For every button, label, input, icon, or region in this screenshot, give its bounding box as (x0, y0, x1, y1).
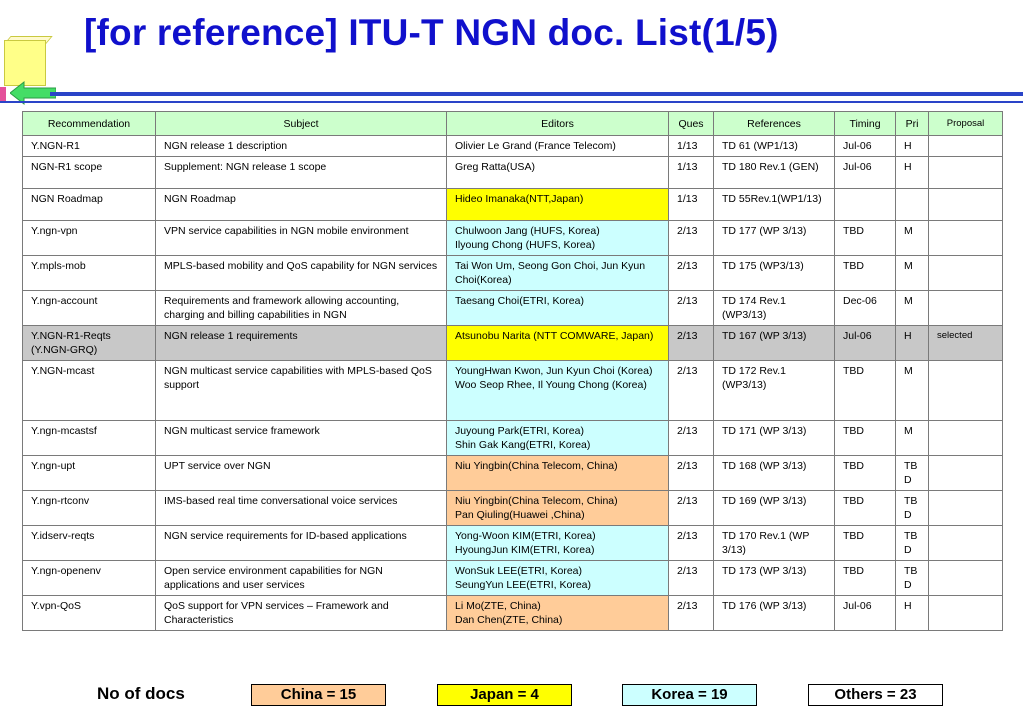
cell-subject: NGN release 1 description (156, 136, 447, 157)
editor-name: HyoungJun KIM(ETRI, Korea) (455, 544, 595, 556)
editor-name: Li Mo(ZTE, China) (455, 600, 541, 612)
table-row (23, 456, 1003, 491)
cell-pri: TB D (896, 526, 929, 561)
cell-pri (896, 189, 929, 221)
editor-name: Juyoung Park(ETRI, Korea) (455, 425, 584, 437)
cell-timing: Dec-06 (835, 291, 896, 326)
cell-proposal (929, 291, 1003, 326)
cell-pri: TB D (896, 456, 929, 491)
table-row (23, 136, 1003, 157)
cell-pri: TB D (896, 561, 929, 596)
cell-ques: 1/13 (669, 189, 714, 221)
cell-editors (447, 491, 669, 526)
editor-name: Taesang Choi(ETRI, Korea) (455, 295, 584, 307)
cell-editors (447, 291, 669, 326)
cell-subject: NGN release 1 requirements (156, 326, 447, 361)
table-row (23, 157, 1003, 189)
cell-timing: TBD (835, 361, 896, 421)
cell-timing: TBD (835, 561, 896, 596)
cell-ques: 2/13 (669, 221, 714, 256)
cell-ques: 1/13 (669, 136, 714, 157)
editor-name: Greg Ratta(USA) (455, 161, 535, 173)
cell-proposal (929, 561, 1003, 596)
table-row (23, 561, 1003, 596)
cell-proposal (929, 421, 1003, 456)
cell-ques: 2/13 (669, 596, 714, 631)
cell-ques: 1/13 (669, 157, 714, 189)
editor-name: Niu Yingbin(China Telecom, China) (455, 495, 618, 507)
cell-timing: TBD (835, 256, 896, 291)
cell-recommendation: Y.ngn-vpn (23, 221, 156, 256)
cell-recommendation: Y.ngn-upt (23, 456, 156, 491)
cell-recommendation: Y.ngn-account (23, 291, 156, 326)
header-ques: Ques (669, 112, 714, 136)
cell-proposal (929, 491, 1003, 526)
table-row (23, 291, 1003, 326)
editor-name: Pan Qiuling(Huawei ,China) (455, 509, 585, 521)
cell-recommendation: Y.NGN-R1 (23, 136, 156, 157)
cell-timing: Jul-06 (835, 596, 896, 631)
cell-proposal (929, 189, 1003, 221)
cell-recommendation: Y.NGN-mcast (23, 361, 156, 421)
editor-name: Hideo Imanaka(NTT,Japan) (455, 193, 584, 205)
cell-pri: M (896, 361, 929, 421)
table-row (23, 526, 1003, 561)
cell-timing: TBD (835, 456, 896, 491)
cell-subject: VPN service capabilities in NGN mobile environment (156, 221, 447, 256)
cell-proposal (929, 456, 1003, 491)
cell-timing: Jul-06 (835, 136, 896, 157)
editor-name: Niu Yingbin(China Telecom, China) (455, 460, 618, 472)
cell-timing (835, 189, 896, 221)
cell-recommendation: Y.mpls-mob (23, 256, 156, 291)
cell-proposal (929, 596, 1003, 631)
editor-name: Tai Won Um, Seong Gon Choi, Jun Kyun Choi(Korea) (455, 260, 646, 286)
editor-name: Chulwoon Jang (HUFS, Korea) (455, 225, 600, 237)
cell-recommendation: Y.ngn-mcastsf (23, 421, 156, 456)
cell-ques: 2/13 (669, 526, 714, 561)
cell-pri: M (896, 221, 929, 256)
cell-timing: TBD (835, 421, 896, 456)
table-row (23, 326, 1003, 361)
cell-pri: H (896, 136, 929, 157)
cell-references: TD 169 (WP 3/13) (714, 491, 835, 526)
cell-pri: H (896, 596, 929, 631)
cell-ques: 2/13 (669, 291, 714, 326)
editor-name: Atsunobu Narita (NTT COMWARE, Japan) (455, 330, 654, 342)
title-rule-thick (50, 92, 1023, 96)
cell-subject: IMS-based real time conversational voice services (156, 491, 447, 526)
table-header-row (23, 112, 1003, 136)
cell-recommendation: Y.vpn-QoS (23, 596, 156, 631)
editor-name: YoungHwan Kwon, Jun Kyun Choi (Korea) (455, 365, 653, 377)
header-timing: Timing (835, 112, 896, 136)
cell-editors (447, 456, 669, 491)
cell-references: TD 174 Rev.1 (WP3/13) (714, 291, 835, 326)
header-pri: Pri (896, 112, 929, 136)
editor-name: Olivier Le Grand (France Telecom) (455, 140, 616, 152)
cell-recommendation: Y.ngn-openenv (23, 561, 156, 596)
cell-recommendation: NGN Roadmap (23, 189, 156, 221)
cell-references: TD 55Rev.1(WP1/13) (714, 189, 835, 221)
cell-subject: NGN Roadmap (156, 189, 447, 221)
table-row (23, 189, 1003, 221)
editor-name: Woo Seop Rhee, Il Young Chong (Korea) (455, 379, 647, 391)
cell-references: TD 173 (WP 3/13) (714, 561, 835, 596)
cell-ques: 2/13 (669, 326, 714, 361)
cell-timing: TBD (835, 526, 896, 561)
editor-name: WonSuk LEE(ETRI, Korea) (455, 565, 583, 577)
cell-subject: NGN multicast service capabilities with MPLS-based QoS support (156, 361, 447, 421)
cell-recommendation: NGN-R1 scope (23, 157, 156, 189)
cell-subject: UPT service over NGN (156, 456, 447, 491)
cell-editors (447, 421, 669, 456)
cell-references: TD 180 Rev.1 (GEN) (714, 157, 835, 189)
editor-name: Ilyoung Chong (HUFS, Korea) (455, 239, 596, 251)
cell-references: TD 176 (WP 3/13) (714, 596, 835, 631)
cell-ques: 2/13 (669, 256, 714, 291)
cell-proposal: selected (929, 326, 1003, 361)
cell-editors (447, 136, 669, 157)
cell-pri: M (896, 256, 929, 291)
cell-proposal (929, 221, 1003, 256)
cell-timing: TBD (835, 491, 896, 526)
table-row (23, 361, 1003, 421)
cell-subject: Requirements and framework allowing accounting, charging and billing capabilities in NGN (156, 291, 447, 326)
cell-editors (447, 326, 669, 361)
cell-editors (447, 361, 669, 421)
doc-count-label: No of docs (97, 684, 185, 703)
cell-editors (447, 221, 669, 256)
cell-editors (447, 561, 669, 596)
table-row (23, 421, 1003, 456)
cell-editors (447, 526, 669, 561)
cell-references: TD 170 Rev.1 (WP 3/13) (714, 526, 835, 561)
cell-ques: 2/13 (669, 561, 714, 596)
cell-references: TD 168 (WP 3/13) (714, 456, 835, 491)
cell-subject: Open service environment capabilities for NGN applications and user services (156, 561, 447, 596)
cell-pri: M (896, 291, 929, 326)
header-editors: Editors (447, 112, 669, 136)
cell-timing: TBD (835, 221, 896, 256)
table-row (23, 256, 1003, 291)
editor-name: Dan Chen(ZTE, China) (455, 614, 563, 626)
cell-pri: M (896, 421, 929, 456)
header-references: References (714, 112, 835, 136)
cell-editors (447, 157, 669, 189)
table-row (23, 491, 1003, 526)
cell-subject: MPLS-based mobility and QoS capability for NGN services (156, 256, 447, 291)
cell-references: TD 175 (WP3/13) (714, 256, 835, 291)
cell-subject: Supplement: NGN release 1 scope (156, 157, 447, 189)
cell-pri: H (896, 157, 929, 189)
editor-name: Yong-Woon KIM(ETRI, Korea) (455, 530, 596, 542)
cell-ques: 2/13 (669, 456, 714, 491)
cell-editors (447, 256, 669, 291)
cell-references: TD 171 (WP 3/13) (714, 421, 835, 456)
cell-subject: QoS support for VPN services – Framework and Characteristics (156, 596, 447, 631)
editor-name: Shin Gak Kang(ETRI, Korea) (455, 439, 591, 451)
cell-timing: Jul-06 (835, 326, 896, 361)
cell-timing: Jul-06 (835, 157, 896, 189)
ngn-doc-table (22, 111, 1003, 631)
header-subject: Subject (156, 112, 447, 136)
cell-recommendation: Y.NGN-R1-Reqts (Y.NGN-GRQ) (23, 326, 156, 361)
cell-pri: H (896, 326, 929, 361)
cell-subject: NGN multicast service framework (156, 421, 447, 456)
cell-editors (447, 596, 669, 631)
cell-proposal (929, 157, 1003, 189)
cell-ques: 2/13 (669, 421, 714, 456)
cell-references: TD 172 Rev.1 (WP3/13) (714, 361, 835, 421)
cell-ques: 2/13 (669, 361, 714, 421)
cell-editors (447, 189, 669, 221)
cell-recommendation: Y.ngn-rtconv (23, 491, 156, 526)
japan-count-badge: Japan = 4 (437, 684, 572, 706)
editor-name: SeungYun LEE(ETRI, Korea) (455, 579, 591, 591)
cell-references: TD 61 (WP1/13) (714, 136, 835, 157)
cell-proposal (929, 136, 1003, 157)
cell-recommendation: Y.idserv-reqts (23, 526, 156, 561)
cell-references: TD 167 (WP 3/13) (714, 326, 835, 361)
cell-ques: 2/13 (669, 491, 714, 526)
cell-proposal (929, 256, 1003, 291)
cell-references: TD 177 (WP 3/13) (714, 221, 835, 256)
table-row (23, 221, 1003, 256)
cell-proposal (929, 526, 1003, 561)
header-proposal: Proposal (929, 112, 1003, 136)
table-row (23, 596, 1003, 631)
page-title: [for reference] ITU-T NGN doc. List(1/5) (84, 12, 779, 53)
cell-subject: NGN service requirements for ID-based applications (156, 526, 447, 561)
china-count-badge: China = 15 (251, 684, 386, 706)
cell-pri: TB D (896, 491, 929, 526)
others-count-badge: Others = 23 (808, 684, 943, 706)
header-recommendation: Recommendation (23, 112, 156, 136)
cell-proposal (929, 361, 1003, 421)
korea-count-badge: Korea = 19 (622, 684, 757, 706)
title-rule-thin (0, 101, 1023, 103)
